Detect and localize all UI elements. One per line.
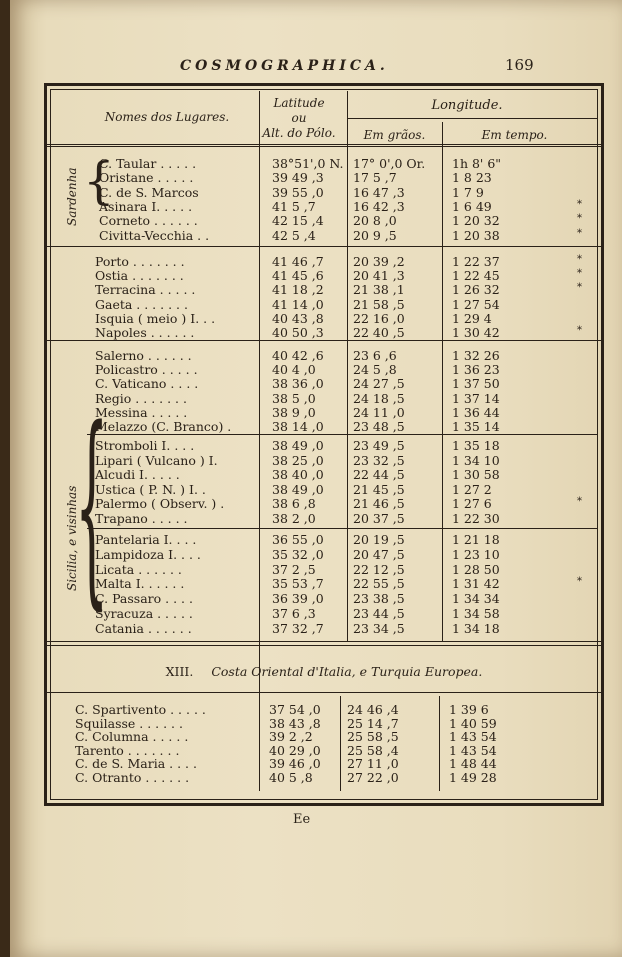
cell-lat: 41 18 ,2 xyxy=(272,282,324,298)
cell-lat: 38 40 ,0 xyxy=(272,467,324,483)
cell-tim: 1 36 23 xyxy=(452,362,500,378)
cell-tim: 1 34 58 xyxy=(452,606,500,621)
cell-tim: 1 37 50 xyxy=(452,376,500,392)
cell-name: Palermo ( Observ. ) . xyxy=(95,496,225,512)
cell-name: Catania . . . . . . xyxy=(95,620,192,636)
cell-lat: 42 15 ,4 xyxy=(272,213,324,229)
cell-lon: 24 46 ,4 xyxy=(347,702,399,717)
cell-tim: 1 35 18 xyxy=(452,438,500,453)
cell-tim: 1 43 54 xyxy=(449,742,497,758)
signature-mark: Ee xyxy=(293,812,311,827)
cell-tim: 1 34 18 xyxy=(452,620,500,636)
group-label-sardenha: Sardenha xyxy=(65,167,79,226)
cell-lat: 39 2 ,2 xyxy=(269,729,313,745)
cell-lat: 40 42 ,6 xyxy=(272,348,324,363)
cell-lat: 41 46 ,7 xyxy=(272,254,324,269)
col-header-time: Em tempo. xyxy=(481,128,548,142)
cell-lon: 20 41 ,3 xyxy=(353,268,405,284)
cell-lat: 41 14 ,0 xyxy=(272,296,324,312)
cell-tim: 1 36 44 xyxy=(452,404,500,420)
cell-lon: 16 42 ,3 xyxy=(353,198,405,214)
cell-lon: 21 45 ,5 xyxy=(353,481,405,497)
cell-lon: 25 58 ,5 xyxy=(347,729,399,745)
col-header-lat-1: Latitude xyxy=(273,96,325,110)
cell-lon: 16 47 ,3 xyxy=(353,184,405,200)
cell-tim: 1 26 32 xyxy=(452,282,500,298)
cell-tim: 1 31 42 xyxy=(452,576,500,592)
cell-tim: 1 27 54 xyxy=(452,296,500,312)
cell-lat: 40 5 ,8 xyxy=(269,770,313,785)
cell-name: C. Otranto . . . . . . xyxy=(75,770,190,785)
cell-lon: 23 48 ,5 xyxy=(353,419,405,434)
cell-lat: 38 36 ,0 xyxy=(272,376,324,392)
col-header-names: Nomes dos Lugares. xyxy=(104,110,230,124)
cell-tim: 1 6 49 xyxy=(452,198,492,214)
cell-name: Regio . . . . . . . xyxy=(95,390,187,406)
cell-name: Corneto . . . . . . xyxy=(99,213,198,229)
cell-lon: 20 19 ,5 xyxy=(353,532,405,547)
col-header-degrees: Em grãos. xyxy=(363,128,426,142)
table-frame xyxy=(44,83,604,806)
cell-lon: 21 46 ,5 xyxy=(353,496,405,512)
brace-sardenha: { xyxy=(83,152,115,210)
cell-name: Napoles . . . . . . xyxy=(95,325,195,340)
group-label-sicilia: Sicilia, e visinhas xyxy=(65,485,79,591)
cell-name: C. Taular . . . . . xyxy=(99,156,197,171)
cell-lon: 23 6 ,6 xyxy=(353,348,397,363)
cell-lat: 37 54 ,0 xyxy=(269,702,321,717)
section-title: Costa Oriental d'Italia, e Turquia Europea. xyxy=(211,664,483,679)
cell-name: C. Passaro . . . . xyxy=(95,591,193,607)
cell-tim: 1 39 6 xyxy=(449,702,489,717)
cell-lon: 25 14 ,7 xyxy=(347,715,399,731)
cell-mk: * xyxy=(577,325,582,336)
cell-lat: 38 43 ,8 xyxy=(269,715,321,731)
book-page xyxy=(10,0,622,957)
cell-name: Messina . . . . . xyxy=(95,404,188,420)
cell-name: Lampidoza I. . . . xyxy=(95,546,201,562)
cell-lon: 22 12 ,5 xyxy=(353,561,405,577)
cell-lon: 20 39 ,2 xyxy=(353,254,405,269)
cell-lat: 38°51',0 N. xyxy=(272,156,344,171)
cell-lon: 24 27 ,5 xyxy=(353,376,405,392)
cell-tim: 1 22 30 xyxy=(452,511,500,526)
cell-lat: 38 49 ,0 xyxy=(272,481,324,497)
cell-lon: 27 22 ,0 xyxy=(347,770,399,785)
cell-tim: 1 32 26 xyxy=(452,348,500,363)
cell-lat: 39 49 ,3 xyxy=(272,170,324,186)
cell-mk: * xyxy=(577,213,582,225)
cell-lon: 21 38 ,1 xyxy=(353,282,405,298)
cell-name: Alcudi I. . . . . xyxy=(95,467,180,483)
cell-name: Squilasse . . . . . . xyxy=(75,715,183,731)
cell-tim: 1 30 58 xyxy=(452,467,500,483)
cell-lon: 23 44 ,5 xyxy=(353,606,405,621)
cell-lat: 38 9 ,0 xyxy=(272,404,316,420)
cell-lon: 23 34 ,5 xyxy=(353,620,405,636)
cell-name: Salerno . . . . . . xyxy=(95,348,192,363)
cell-lon: 25 58 ,4 xyxy=(347,742,399,758)
cell-name: C. de S. Maria . . . . xyxy=(75,756,197,772)
cell-tim: 1 30 42 xyxy=(452,325,500,340)
cell-lat: 38 2 ,0 xyxy=(272,511,316,526)
cell-lon: 24 18 ,5 xyxy=(353,390,405,406)
cell-tim: 1 20 38 xyxy=(452,227,500,243)
cell-lon: 20 8 ,0 xyxy=(353,213,397,229)
cell-lat: 38 49 ,0 xyxy=(272,438,324,453)
cell-name: Isquia ( meio ) I. . . xyxy=(95,310,216,326)
cell-name: C. de S. Marcos xyxy=(99,184,199,200)
cell-tim: 1 34 10 xyxy=(452,452,500,468)
cell-name: Porto . . . . . . . xyxy=(95,254,185,269)
cell-lat: 35 32 ,0 xyxy=(272,546,324,562)
cell-tim: 1 35 14 xyxy=(452,419,500,434)
cell-name: Stromboli I. . . . xyxy=(95,438,195,453)
cell-name: Civitta-Vecchia . . xyxy=(99,227,210,243)
cell-lon: 24 5 ,8 xyxy=(353,362,397,378)
cell-mk: * xyxy=(577,496,582,508)
cell-lon: 22 40 ,5 xyxy=(353,325,405,340)
cell-lon: 20 37 ,5 xyxy=(353,511,405,526)
page-title: COSMOGRAPHICA. xyxy=(180,58,389,74)
cell-tim: 1 48 44 xyxy=(449,756,497,772)
cell-lat: 38 5 ,0 xyxy=(272,390,316,406)
cell-lat: 42 5 ,4 xyxy=(272,227,316,243)
cell-lon: 23 49 ,5 xyxy=(353,438,405,453)
cell-lat: 37 32 ,7 xyxy=(272,620,324,636)
cell-lat: 39 55 ,0 xyxy=(272,184,324,200)
cell-lat: 37 6 ,3 xyxy=(272,606,316,621)
cell-lat: 40 50 ,3 xyxy=(272,325,324,340)
cell-tim: 1 23 10 xyxy=(452,546,500,562)
cell-lon: 22 16 ,0 xyxy=(353,310,405,326)
cell-name: Ostia . . . . . . . xyxy=(95,268,184,284)
cell-name: Pantelaria I. . . . xyxy=(95,532,197,547)
cell-lon: 22 44 ,5 xyxy=(353,467,405,483)
cell-name: C. Spartivento . . . . . xyxy=(75,702,206,717)
cell-tim: 1 34 34 xyxy=(452,591,500,607)
cell-name: Melazzo (C. Branco) . xyxy=(95,419,232,434)
cell-tim: 1 40 59 xyxy=(449,715,497,731)
cell-tim: 1 7 9 xyxy=(452,184,484,200)
cell-name: Licata . . . . . . xyxy=(95,561,182,577)
cell-name: Policastro . . . . . xyxy=(95,362,198,378)
page-number: 169 xyxy=(505,56,534,74)
cell-name: Tarento . . . . . . . xyxy=(75,742,180,758)
cell-name: C. Vaticano . . . . xyxy=(95,376,199,392)
cell-lat: 36 55 ,0 xyxy=(272,532,324,547)
cell-lat: 38 25 ,0 xyxy=(272,452,324,468)
cell-name: Trapano . . . . . xyxy=(95,511,188,526)
col-header-longitude: Longitude. xyxy=(431,98,503,113)
cell-tim: 1 20 32 xyxy=(452,213,500,229)
cell-mk: * xyxy=(577,254,582,265)
cell-lat: 40 29 ,0 xyxy=(269,742,321,758)
cell-lat: 41 5 ,7 xyxy=(272,198,316,214)
cell-lat: 38 14 ,0 xyxy=(272,419,324,434)
cell-lat: 35 53 ,7 xyxy=(272,576,324,592)
cell-tim: 1 43 54 xyxy=(449,729,497,745)
cell-lon: 23 38 ,5 xyxy=(353,591,405,607)
cell-lon: 21 58 ,5 xyxy=(353,296,405,312)
cell-lat: 38 6 ,8 xyxy=(272,496,316,512)
cell-tim: 1 22 37 xyxy=(452,254,500,269)
cell-tim: 1 29 4 xyxy=(452,310,492,326)
cell-lat: 41 45 ,6 xyxy=(272,268,324,284)
cell-mk: * xyxy=(577,198,582,210)
brace-sicilia: { xyxy=(75,383,109,628)
cell-name: Ustica ( P. N. ) I. . xyxy=(95,481,206,497)
cell-lat: 40 43 ,8 xyxy=(272,310,324,326)
cell-tim: 1 27 2 xyxy=(452,481,492,497)
cell-mk: * xyxy=(577,576,582,588)
cell-lon: 17 5 ,7 xyxy=(353,170,397,186)
cell-tim: 1 49 28 xyxy=(449,770,497,785)
cell-lon: 20 9 ,5 xyxy=(353,227,397,243)
cell-name: Asinara I. . . . . xyxy=(99,198,193,214)
cell-tim: 1 22 45 xyxy=(452,268,500,284)
cell-tim: 1 21 18 xyxy=(452,532,500,547)
cell-lon: 27 11 ,0 xyxy=(347,756,399,772)
cell-tim: 1 8 23 xyxy=(452,170,492,186)
cell-lon: 23 32 ,5 xyxy=(353,452,405,468)
cell-lat: 40 4 ,0 xyxy=(272,362,316,378)
cell-name: Gaeta . . . . . . . xyxy=(95,296,188,312)
cell-lon: 24 11 ,0 xyxy=(353,404,405,420)
cell-mk: * xyxy=(577,268,582,280)
cell-tim: 1 28 50 xyxy=(452,561,500,577)
cell-mk: * xyxy=(577,227,582,239)
cell-tim: 1 37 14 xyxy=(452,390,500,406)
cell-name: Terracina . . . . . xyxy=(95,282,196,298)
cell-lon: 17° 0',0 Or. xyxy=(353,156,426,171)
col-header-lat-3: Alt. do Pólo. xyxy=(262,126,336,140)
section-heading xyxy=(47,664,601,679)
cell-name: Syracuza . . . . . xyxy=(95,606,193,621)
cell-name: Oristane . . . . . xyxy=(99,170,194,186)
cell-name: Lipari ( Vulcano ) I. xyxy=(95,452,218,468)
cell-lat: 39 46 ,0 xyxy=(269,756,321,772)
cell-mk: * xyxy=(577,282,582,294)
cell-tim: 1 27 6 xyxy=(452,496,492,512)
cell-name: Malta I. . . . . . xyxy=(95,576,185,592)
cell-name: C. Columna . . . . . xyxy=(75,729,189,745)
col-header-lat-2: ou xyxy=(291,111,307,125)
cell-lon: 22 55 ,5 xyxy=(353,576,405,592)
cell-lat: 37 2 ,5 xyxy=(272,561,316,577)
section-number: XIII. xyxy=(165,664,194,679)
cell-lon: 20 47 ,5 xyxy=(353,546,405,562)
cell-tim: 1h 8' 6" xyxy=(452,156,502,171)
cell-lat: 36 39 ,0 xyxy=(272,591,324,607)
